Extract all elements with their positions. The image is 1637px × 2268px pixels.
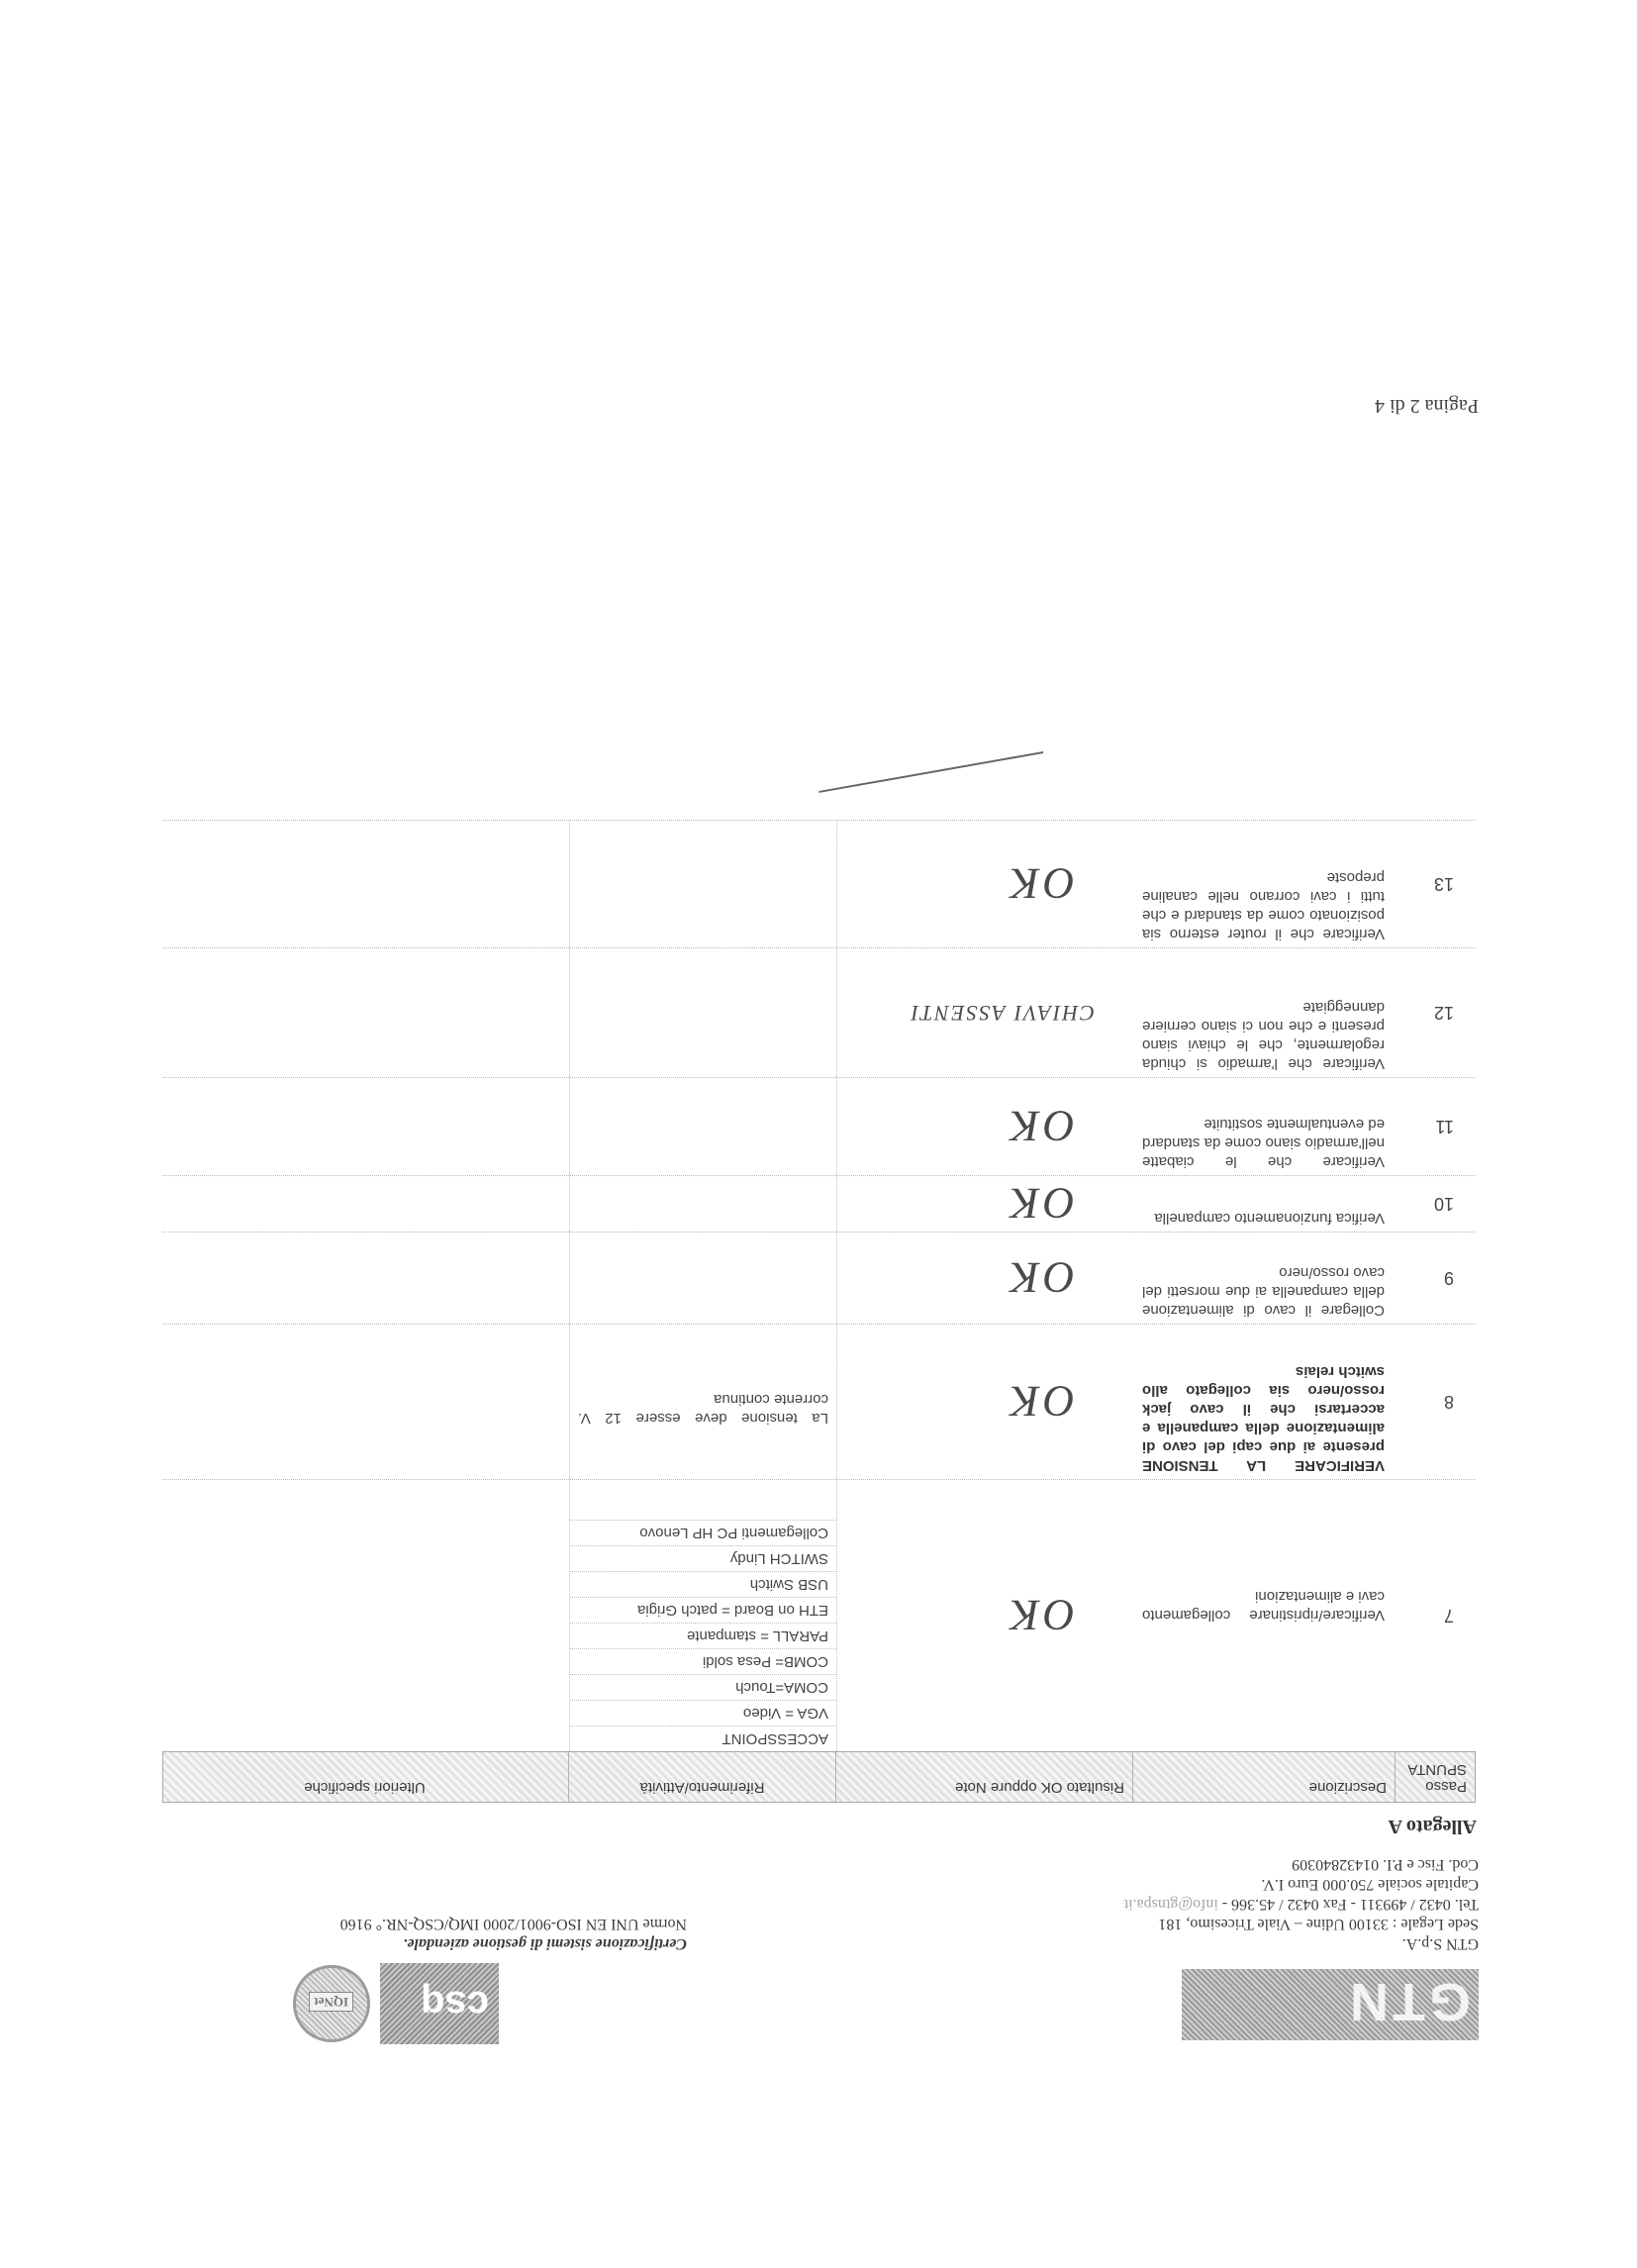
company-info	[1124, 1854, 1479, 1953]
accessory-item: ACCESSPOINT	[570, 1726, 836, 1751]
row-result: OK	[1006, 1377, 1075, 1427]
checklist-table	[162, 820, 1476, 1803]
table-header	[162, 1751, 1476, 1803]
table-row	[162, 1324, 1476, 1479]
row-result: OK	[1006, 859, 1075, 909]
row-specifications	[162, 1233, 570, 1324]
accessory-item: Collegamenti PC HP Lenovo	[570, 1520, 836, 1545]
gtn-logo	[1182, 1969, 1479, 2040]
accessory-item: COMA=Touch	[570, 1674, 836, 1700]
company-tax-code: Cod. Fisc e P.I. 01432840309	[1292, 1856, 1479, 1873]
table-row	[162, 1175, 1476, 1232]
row-reference	[570, 821, 837, 947]
row-step: 13	[1433, 874, 1454, 895]
row-step: 11	[1435, 1117, 1454, 1137]
company-name: GTN S.p.A.	[1401, 1935, 1479, 1952]
company-phone-fax: Tel. 0432 / 499311 - Fax 0432 / 45.366 -	[1221, 1896, 1479, 1913]
accessory-item: PARALL = stampante	[570, 1623, 836, 1648]
accessory-item: USB Switch	[570, 1571, 836, 1597]
row-description: Verificare che il router esterno sia posizionato come da standard e che tutti i cavi corrano nelle canaline preposte	[1142, 869, 1385, 942]
row-result: OK	[1006, 1253, 1075, 1303]
accessory-item: COMB= Pesa soldi	[570, 1648, 836, 1674]
row-reference: La tensione deve essere 12 V. corrente continua	[570, 1325, 837, 1479]
certification-text	[340, 1914, 687, 1953]
header-specifications: Ulteriori specifiche	[161, 1752, 569, 1802]
row-result	[837, 948, 1134, 1077]
csq-logo	[380, 1963, 499, 2044]
row-reference	[570, 1176, 837, 1232]
header-result: Risultato OK oppure Note	[836, 1752, 1133, 1802]
row-result: OK	[1006, 1591, 1075, 1640]
row-specifications	[162, 1480, 570, 1751]
row-step: 8	[1443, 1392, 1454, 1413]
row-description: Verificare che le ciabatte nell'armadio siano come da standard ed eventualmente sostituite	[1142, 1116, 1385, 1170]
csq-logo-text: csq	[421, 1983, 489, 2026]
row-description: Collegare il cavo di alimentazione della campanella ai due morsetti del cavo rosso/nero	[1142, 1264, 1385, 1319]
header-description: Descrizione	[1133, 1752, 1396, 1802]
row-step: 9	[1443, 1268, 1454, 1289]
row-step: 7	[1443, 1606, 1454, 1627]
row-reference	[570, 1078, 837, 1175]
certification-logos	[261, 1963, 499, 2044]
row-result-note: CHIAVI ASSENTI	[909, 1001, 1095, 1026]
row-specifications	[162, 1176, 570, 1232]
page-number: Pagina 2 di 4	[1375, 395, 1479, 417]
row-specifications	[162, 1078, 570, 1175]
row-description: Verificare che l'armadio si chiuda regolarmente, che le chiavi siano presenti e che non ci siano cerniere danneggiate	[1142, 999, 1385, 1072]
row-result: OK	[1006, 1102, 1075, 1151]
table-row	[162, 1479, 1476, 1751]
row-result: OK	[1006, 1179, 1075, 1229]
company-capital: Capitale sociale 750.000 Euro I.V.	[1261, 1876, 1479, 1893]
company-email: info@gtnspa.it	[1123, 1896, 1218, 1913]
accessory-item: ETH on Board = patch Grigia	[570, 1597, 836, 1623]
header-reference: Riferimento/Attività	[569, 1752, 836, 1802]
accessory-item: VGA = Video	[570, 1700, 836, 1726]
accessory-item: SWITCH Lindy	[570, 1545, 836, 1571]
company-address: Sede Legale : 33100 Udine – Viale Tricesimo, 181	[1158, 1916, 1479, 1932]
table-row	[162, 1232, 1476, 1324]
row-specifications	[162, 948, 570, 1077]
accessory-list	[570, 1520, 836, 1751]
row-specifications	[162, 821, 570, 947]
gtn-logo-mark	[1182, 1969, 1479, 2040]
row-reference	[570, 948, 837, 1077]
handwritten-stroke	[818, 751, 1043, 793]
row-description: Verifica funzionamento campanella	[1154, 1210, 1385, 1227]
iqnet-seal-text: IQNet	[309, 1992, 353, 2012]
row-description: Verificare/ripristinare collegamento cavi e alimentazioni	[1142, 1588, 1385, 1624]
iqnet-seal	[293, 1965, 370, 2042]
header-step: Passo SPUNTA	[1407, 1761, 1467, 1795]
row-description: VERIFICARE LA TENSIONE presente ai due capi del cavo di alimentazione della campanella e accertarsi che il cavo jack rosso/nero sia collegato allo switch relais	[1142, 1363, 1385, 1474]
table-row	[162, 1077, 1476, 1175]
company-contacts	[1124, 1894, 1479, 1914]
row-step: 12	[1433, 1003, 1454, 1024]
certification-norms: Norme UNI EN ISO-9001/2000 IMQ/CSQ-NR.° 9160	[339, 1916, 687, 1932]
attachment-title: Allegato A	[1388, 1816, 1477, 1837]
table-row	[162, 820, 1476, 947]
certification-title: Certificazione sistemi di gestione aziendale.	[403, 1935, 687, 1952]
gtn-logo-text: GTN	[1346, 1972, 1471, 2031]
table-row	[162, 947, 1476, 1077]
row-reference	[570, 1480, 837, 1751]
row-reference	[570, 1233, 837, 1324]
row-step: 10	[1433, 1194, 1454, 1215]
row-specifications	[162, 1325, 570, 1479]
